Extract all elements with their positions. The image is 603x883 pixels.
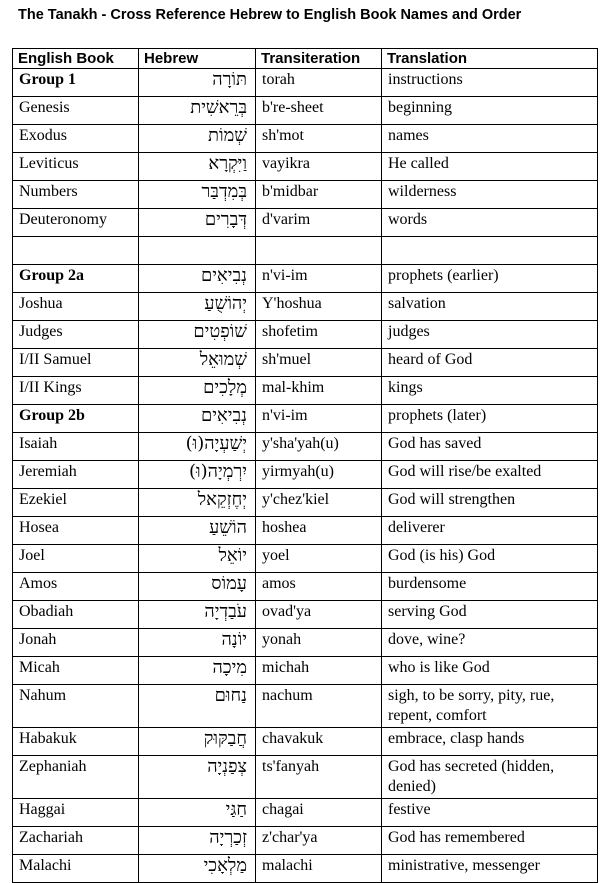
translation-cell: God has saved <box>382 433 598 461</box>
hebrew-name-cell: יִרְמְיָה(וּ) <box>139 461 256 489</box>
english-book-cell: Ezekiel <box>13 489 139 517</box>
hebrew-name-cell: שְׁמוּאֵל <box>139 349 256 377</box>
transliteration-cell: michah <box>256 657 382 685</box>
hebrew-name-cell: וַיִּקְרָא <box>139 153 256 181</box>
table-row <box>13 461 598 489</box>
translation-cell: heard of God <box>382 349 598 377</box>
translation-cell: God has remembered <box>382 827 598 855</box>
translation-cell: embrace, clasp hands <box>382 728 598 756</box>
translation-cell: words <box>382 209 598 237</box>
translation-cell: judges <box>382 321 598 349</box>
table-row <box>13 69 598 97</box>
translation-cell: sigh, to be sorry, pity, rue, repent, comfort <box>382 685 598 728</box>
transliteration-cell: torah <box>256 69 382 97</box>
cross-reference-table <box>12 48 598 883</box>
transliteration-cell: ts'fanyah <box>256 756 382 799</box>
translation-cell: who is like God <box>382 657 598 685</box>
transliteration-cell: chagai <box>256 799 382 827</box>
hebrew-name-cell: צְפַנְיָה <box>139 756 256 799</box>
translation-cell <box>382 237 598 265</box>
translation-cell: salvation <box>382 293 598 321</box>
transliteration-cell: nachum <box>256 685 382 728</box>
translation-cell: prophets (later) <box>382 405 598 433</box>
hebrew-name-cell: חֲבַקּוּק <box>139 728 256 756</box>
table-row <box>13 265 598 293</box>
english-book-cell: Group 2a <box>13 265 139 293</box>
hebrew-name-cell: מְלָכִים <box>139 377 256 405</box>
hebrew-name-cell: נְבִיאִים <box>139 405 256 433</box>
table-row <box>13 685 598 728</box>
english-book-cell: Genesis <box>13 97 139 125</box>
english-book-cell: Amos <box>13 573 139 601</box>
translation-cell: kings <box>382 377 598 405</box>
translation-cell: dove, wine? <box>382 629 598 657</box>
table-row <box>13 321 598 349</box>
english-book-cell: Zachariah <box>13 827 139 855</box>
transliteration-cell <box>256 237 382 265</box>
transliteration-cell: yoel <box>256 545 382 573</box>
transliteration-cell: z'char'ya <box>256 827 382 855</box>
transliteration-cell: Y'hoshua <box>256 293 382 321</box>
transliteration-cell: yirmyah(u) <box>256 461 382 489</box>
english-book-cell: Group 1 <box>13 69 139 97</box>
header-translation: Translation <box>382 49 598 69</box>
translation-cell: He called <box>382 153 598 181</box>
translation-cell: serving God <box>382 601 598 629</box>
transliteration-cell: shofetim <box>256 321 382 349</box>
english-book-cell: Zephaniah <box>13 756 139 799</box>
hebrew-name-cell: חַגַּי <box>139 799 256 827</box>
transliteration-cell: yonah <box>256 629 382 657</box>
translation-cell: deliverer <box>382 517 598 545</box>
english-book-cell: Obadiah <box>13 601 139 629</box>
table-row <box>13 153 598 181</box>
table-row <box>13 125 598 153</box>
table-row <box>13 756 598 799</box>
hebrew-name-cell: זְכַרְיָה <box>139 827 256 855</box>
table-row <box>13 209 598 237</box>
transliteration-cell: malachi <box>256 855 382 883</box>
page-title: The Tanakh - Cross Reference Hebrew to English Book Names and Order <box>18 7 522 23</box>
header-english-book: English Book <box>13 49 139 69</box>
table-header-row <box>13 49 598 69</box>
translation-cell: wilderness <box>382 181 598 209</box>
transliteration-cell: sh'mot <box>256 125 382 153</box>
english-book-cell: Hosea <box>13 517 139 545</box>
translation-cell: God (is his) God <box>382 545 598 573</box>
transliteration-cell: n'vi-im <box>256 265 382 293</box>
transliteration-cell: y'sha'yah(u) <box>256 433 382 461</box>
translation-cell: beginning <box>382 97 598 125</box>
table-row <box>13 855 598 883</box>
translation-cell: festive <box>382 799 598 827</box>
english-book-cell: Deuteronomy <box>13 209 139 237</box>
english-book-cell: Joel <box>13 545 139 573</box>
translation-cell: instructions <box>382 69 598 97</box>
table-row <box>13 601 598 629</box>
transliteration-cell: b'midbar <box>256 181 382 209</box>
transliteration-cell: y'chez'kiel <box>256 489 382 517</box>
transliteration-cell: ovad'ya <box>256 601 382 629</box>
translation-cell: God has secreted (hidden, denied) <box>382 756 598 799</box>
table-row <box>13 573 598 601</box>
hebrew-name-cell: תּוֹרָה <box>139 69 256 97</box>
hebrew-name-cell: נְבִיאִים <box>139 265 256 293</box>
english-book-cell: Jonah <box>13 629 139 657</box>
english-book-cell: Exodus <box>13 125 139 153</box>
translation-cell: names <box>382 125 598 153</box>
table-body <box>13 69 598 883</box>
hebrew-name-cell: יוֹנָה <box>139 629 256 657</box>
translation-cell: ministrative, messenger <box>382 855 598 883</box>
transliteration-cell: vayikra <box>256 153 382 181</box>
table-row <box>13 489 598 517</box>
table-row <box>13 545 598 573</box>
table-row <box>13 433 598 461</box>
table-row <box>13 293 598 321</box>
hebrew-name-cell: מִיכָה <box>139 657 256 685</box>
hebrew-name-cell <box>139 237 256 265</box>
english-book-cell: Joshua <box>13 293 139 321</box>
table-row <box>13 629 598 657</box>
english-book-cell: I/II Samuel <box>13 349 139 377</box>
hebrew-name-cell: עָמוֹס <box>139 573 256 601</box>
table-row <box>13 181 598 209</box>
table-row <box>13 827 598 855</box>
english-book-cell: Judges <box>13 321 139 349</box>
table-row <box>13 377 598 405</box>
hebrew-name-cell: נַחוּם <box>139 685 256 728</box>
english-book-cell <box>13 237 139 265</box>
table-row <box>13 517 598 545</box>
transliteration-cell: n'vi-im <box>256 405 382 433</box>
table-row <box>13 728 598 756</box>
translation-cell: prophets (earlier) <box>382 265 598 293</box>
hebrew-name-cell: מַלְאָכִי <box>139 855 256 883</box>
hebrew-name-cell: שׁוֹפְטִים <box>139 321 256 349</box>
table-row <box>13 405 598 433</box>
table-row <box>13 97 598 125</box>
header-hebrew: Hebrew <box>139 49 256 69</box>
transliteration-cell: mal-khim <box>256 377 382 405</box>
transliteration-cell: hoshea <box>256 517 382 545</box>
english-book-cell: Nahum <box>13 685 139 728</box>
hebrew-name-cell: יְחֶזְקֵאל <box>139 489 256 517</box>
transliteration-cell: sh'muel <box>256 349 382 377</box>
translation-cell: God will strengthen <box>382 489 598 517</box>
hebrew-name-cell: יוֹאֵל <box>139 545 256 573</box>
english-book-cell: Haggai <box>13 799 139 827</box>
hebrew-name-cell: יְהוֹשֻׁעַ <box>139 293 256 321</box>
table-row <box>13 349 598 377</box>
table-row <box>13 657 598 685</box>
transliteration-cell: chavakuk <box>256 728 382 756</box>
english-book-cell: I/II Kings <box>13 377 139 405</box>
english-book-cell: Malachi <box>13 855 139 883</box>
hebrew-name-cell: בְּמִדְבַּר <box>139 181 256 209</box>
translation-cell: burdensome <box>382 573 598 601</box>
english-book-cell: Jeremiah <box>13 461 139 489</box>
transliteration-cell: amos <box>256 573 382 601</box>
transliteration-cell: d'varim <box>256 209 382 237</box>
hebrew-name-cell: יְשַׁעְיָה(וּ) <box>139 433 256 461</box>
hebrew-name-cell: שְׁמוֹת <box>139 125 256 153</box>
english-book-cell: Habakuk <box>13 728 139 756</box>
table-row <box>13 237 598 265</box>
header-transliteration: Transiteration <box>256 49 382 69</box>
hebrew-name-cell: בְּרֵאשִׁית <box>139 97 256 125</box>
english-book-cell: Leviticus <box>13 153 139 181</box>
table-row <box>13 799 598 827</box>
translation-cell: God will rise/be exalted <box>382 461 598 489</box>
hebrew-name-cell: הוֹשֵׁעַ <box>139 517 256 545</box>
transliteration-cell: b're-sheet <box>256 97 382 125</box>
english-book-cell: Group 2b <box>13 405 139 433</box>
hebrew-name-cell: דְּבָרִים <box>139 209 256 237</box>
hebrew-name-cell: עֹבַדְיָה <box>139 601 256 629</box>
english-book-cell: Micah <box>13 657 139 685</box>
english-book-cell: Numbers <box>13 181 139 209</box>
english-book-cell: Isaiah <box>13 433 139 461</box>
